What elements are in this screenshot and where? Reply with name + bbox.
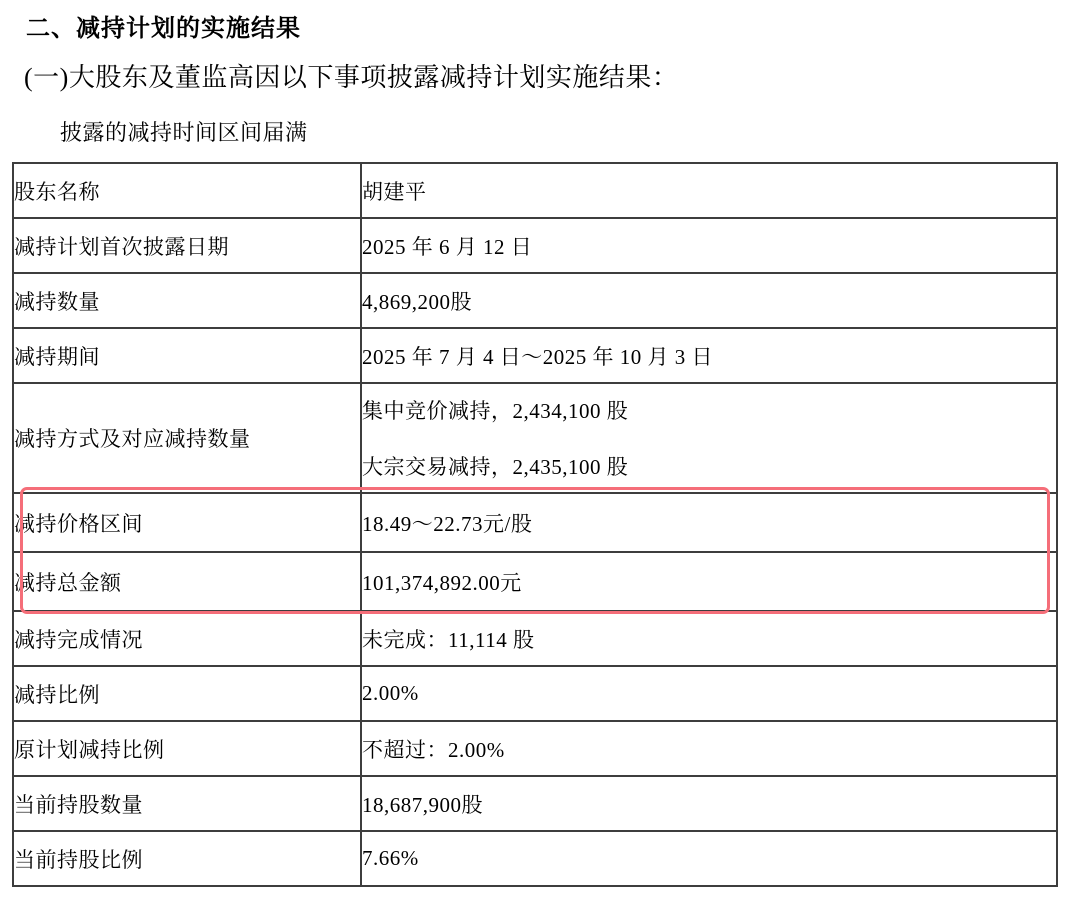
row-label: 减持方式及对应减持数量 <box>13 383 361 493</box>
row-value: 18.49～22.73元/股 <box>361 493 1057 552</box>
row-value: 2025 年 6 月 12 日 <box>361 218 1057 273</box>
table-body <box>13 163 1057 886</box>
table-row <box>13 328 1057 383</box>
table-row <box>13 831 1057 886</box>
row-label: 减持价格区间 <box>13 493 361 552</box>
row-value: 18,687,900股 <box>361 776 1057 831</box>
row-value: 7.66% <box>361 831 1057 886</box>
row-label: 减持数量 <box>13 273 361 328</box>
row-value: 4,869,200股 <box>361 273 1057 328</box>
row-value: 胡建平 <box>361 163 1057 218</box>
row-value-line: 大宗交易减持，2,435,100 股 <box>362 455 629 479</box>
table-row <box>13 611 1057 666</box>
table-row <box>13 493 1057 552</box>
row-value-line: 集中竞价减持，2,434,100 股 <box>362 399 629 423</box>
table-row <box>13 776 1057 831</box>
row-label: 股东名称 <box>13 163 361 218</box>
row-value: 2025 年 7 月 4 日～2025 年 10 月 3 日 <box>361 328 1057 383</box>
table-row <box>13 383 1057 493</box>
table-row <box>13 218 1057 273</box>
table-row <box>13 552 1057 611</box>
section-heading: 二、减持计划的实施结果 <box>26 16 301 42</box>
row-value: 不超过：2.00% <box>361 721 1057 776</box>
row-label: 当前持股数量 <box>13 776 361 831</box>
row-label: 减持比例 <box>13 666 361 721</box>
row-label: 减持完成情况 <box>13 611 361 666</box>
row-label: 当前持股比例 <box>13 831 361 886</box>
row-value <box>361 383 1057 493</box>
table-row <box>13 273 1057 328</box>
disclosure-condition-label: 披露的减持时间区间届满 <box>60 120 308 145</box>
row-label: 减持期间 <box>13 328 361 383</box>
subsection-heading: (一)大股东及董监高因以下事项披露减持计划实施结果： <box>24 63 679 92</box>
result-table <box>12 162 1058 887</box>
result-table-wrap <box>12 162 1056 887</box>
row-label: 减持计划首次披露日期 <box>13 218 361 273</box>
row-label: 原计划减持比例 <box>13 721 361 776</box>
row-label: 减持总金额 <box>13 552 361 611</box>
row-value: 2.00% <box>361 666 1057 721</box>
table-row <box>13 666 1057 721</box>
table-row <box>13 163 1057 218</box>
row-value: 未完成：11,114 股 <box>361 611 1057 666</box>
table-row <box>13 721 1057 776</box>
row-value: 101,374,892.00元 <box>361 552 1057 611</box>
